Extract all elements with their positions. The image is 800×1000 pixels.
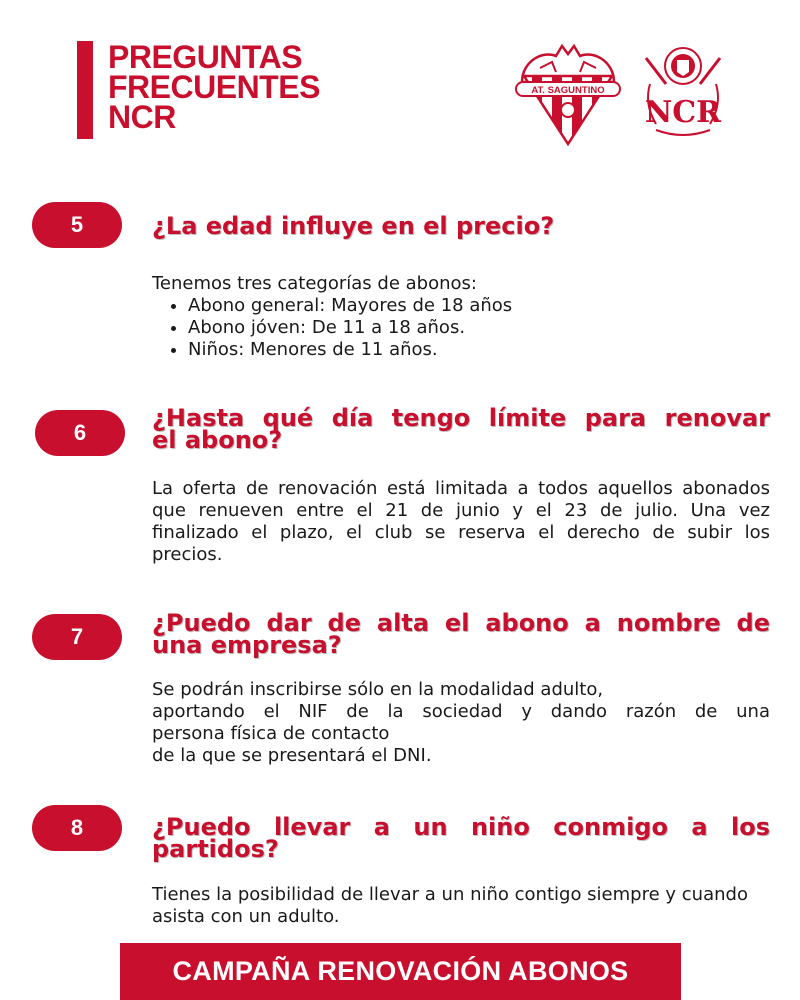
- saguntino-crest-logo: [512, 42, 624, 146]
- question-5-number-badge: [32, 202, 122, 248]
- list-item: • Niños: Menores de 11 años.: [188, 339, 770, 361]
- question-8-answer: Tienes la posibilidad de llevar a un niño contigo siempre y cuando asista con un adulto.: [152, 884, 748, 927]
- question-8-title: ¿Puedo llevar a un niño conmigo a los partidos?: [152, 813, 770, 863]
- list-item: • Abono jóven: De 11 a 18 años.: [188, 317, 770, 339]
- question-7-answer: Se podrán inscribirse sólo en la modalidad adulto, aportando el NIF de la sociedad y dando razón de una persona física de contacto de la que se presentará el DNI.: [152, 679, 770, 766]
- logo-left-text: AT. SAGUNTINO: [531, 85, 605, 96]
- campaign-banner: [120, 943, 681, 1000]
- answer-5-list: [152, 295, 770, 361]
- question-7-title: ¿Puedo dar de alta el abono a nombre de una empresa?: [152, 609, 770, 659]
- question-5-title: ¿La edad influye en el precio?: [152, 212, 555, 240]
- question-7-number-badge: [32, 614, 122, 660]
- question-6-title: ¿Hasta qué día tengo límite para renovar el abono?: [152, 404, 770, 454]
- title-line-1: PREGUNTAS: [108, 39, 303, 75]
- title-accent-bar: [77, 41, 93, 139]
- question-8-number-badge: [32, 805, 122, 851]
- question-6-number-badge: [35, 410, 125, 456]
- question-5-number: 5: [70, 212, 84, 237]
- campaign-banner-label: CAMPAÑA RENOVACIÓN ABONOS: [172, 956, 629, 986]
- answer-5-intro: Tenemos tres categorías de abonos:: [152, 273, 477, 294]
- question-5-answer: [152, 273, 770, 361]
- question-6-answer: La oferta de renovación está limitada a todos aquellos abonados que renueven entre el 21 de junio y el 23 de julio. Una vez finalizado el plazo, el club se reserva el derecho de subir los precios.: [152, 478, 770, 565]
- question-6-number: 6: [73, 420, 87, 445]
- ncr-emblem-logo: [636, 44, 730, 140]
- page-title: [108, 39, 320, 135]
- list-item: • Abono general: Mayores de 18 años: [188, 295, 770, 317]
- title-line-3: NCR: [108, 99, 176, 135]
- logo-right-text: NCR: [644, 95, 722, 130]
- title-line-2: FRECUENTES: [108, 69, 320, 105]
- question-7-number: 7: [70, 624, 84, 649]
- question-8-number: 8: [70, 815, 84, 840]
